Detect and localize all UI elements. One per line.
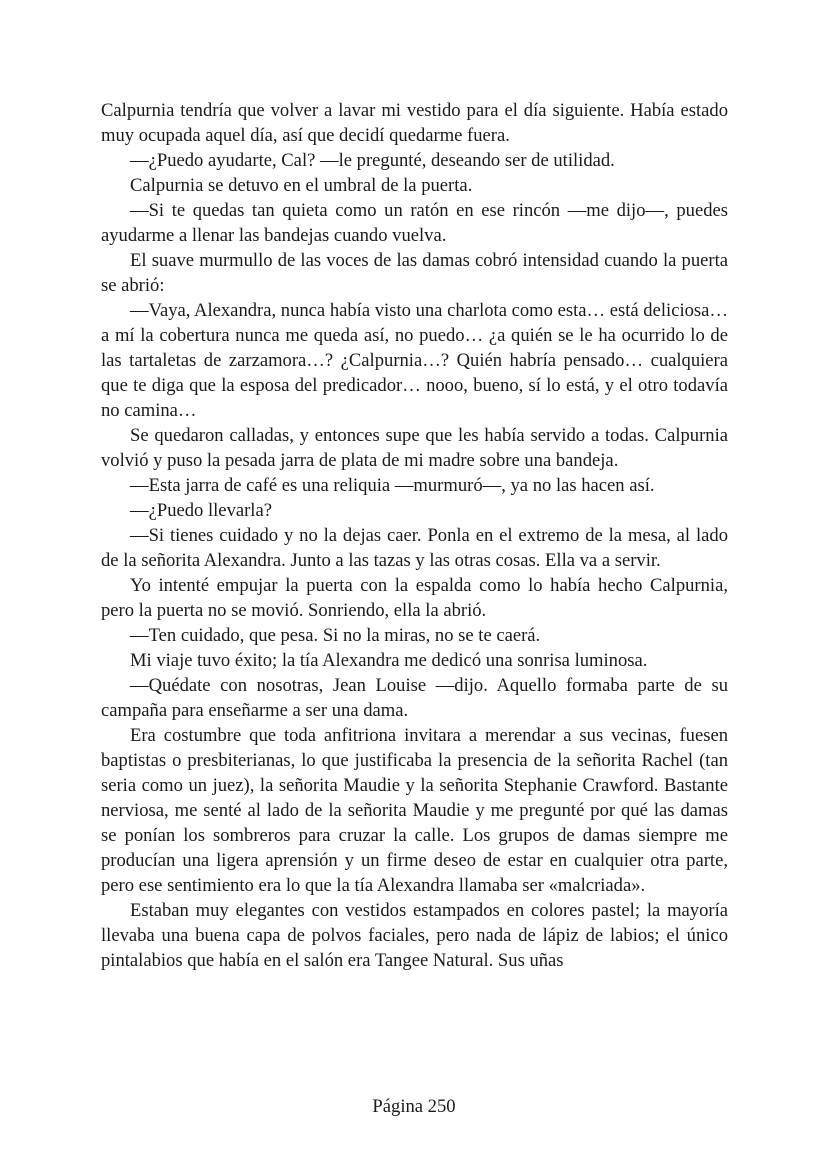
paragraph: —Quédate con nosotras, Jean Louise —dijo. Aquello formaba parte de su campaña para enseñarme a ser una dama. xyxy=(101,675,728,721)
paragraph: Estaban muy elegantes con vestidos estampados en colores pastel; la mayoría llevaba una buena capa de polvos faciales, pero nada de lápiz de labios; el único pintalabios que había en el salón era Tangee Natural. Sus uñas xyxy=(101,900,728,971)
paragraph: Mi viaje tuvo éxito; la tía Alexandra me dedicó una sonrisa luminosa. xyxy=(130,650,648,671)
paragraph: Calpurnia tendría que volver a lavar mi vestido para el día siguiente. Había estado muy ocupada aquel día, así que decidí quedarme fuera. xyxy=(101,100,728,146)
paragraph: Calpurnia se detuvo en el umbral de la puerta. xyxy=(130,175,473,196)
page-number: Página 250 xyxy=(372,1096,456,1117)
paragraph: —Vaya, Alexandra, nunca había visto una charlota como esta… está deliciosa… a mí la cobertura nunca me queda así, no puedo… ¿a quién se le ha ocurrido lo de las tartaletas de zarzamora…? ¿Calpurnia…? Quién habría pensado… cualquiera que te diga que la esposa del predicador… nooo, bueno, sí lo está, y el otro todavía no camina… xyxy=(101,300,728,421)
paragraph: El suave murmullo de las voces de las damas cobró intensidad cuando la puerta se abrió: xyxy=(101,250,728,296)
paragraph: —Si tienes cuidado y no la dejas caer. Ponla en el extremo de la mesa, al lado de la señorita Alexandra. Junto a las tazas y las otras cosas. Ella va a servir. xyxy=(101,525,728,571)
paragraph: Yo intenté empujar la puerta con la espalda como lo había hecho Calpurnia, pero la puerta no se movió. Sonriendo, ella la abrió. xyxy=(101,575,728,621)
paragraph: —¿Puedo ayudarte, Cal? —le pregunté, deseando ser de utilidad. xyxy=(130,150,615,171)
paragraph: Era costumbre que toda anfitriona invitara a merendar a sus vecinas, fuesen baptistas o presbiterianas, lo que justificaba la presencia de la señorita Rachel (tan seria como un juez), la señorita Maudie y la señorita Stephanie Crawford. Bastante nerviosa, me senté al lado de la señorita Maudie y me pregunté por qué las damas se ponían los sombreros para cruzar la calle. Los grupos de damas siempre me producían una ligera aprensión y un firme deseo de estar en cualquier otra parte, pero ese sentimiento era lo que la tía Alexandra llamaba ser «malcriada». xyxy=(101,725,728,896)
paragraph: —Si te quedas tan quieta como un ratón en ese rincón —me dijo—, puedes ayudarme a llenar las bandejas cuando vuelva. xyxy=(101,200,728,246)
paragraph: —Ten cuidado, que pesa. Si no la miras, no se te caerá. xyxy=(130,625,541,646)
page-body xyxy=(101,98,728,973)
paragraph: Se quedaron calladas, y entonces supe que les había servido a todas. Calpurnia volvió y puso la pesada jarra de plata de mi madre sobre una bandeja. xyxy=(101,425,728,471)
paragraph: —Esta jarra de café es una reliquia —murmuró—, ya no las hacen así. xyxy=(130,475,655,496)
paragraph: —¿Puedo llevarla? xyxy=(130,500,272,521)
